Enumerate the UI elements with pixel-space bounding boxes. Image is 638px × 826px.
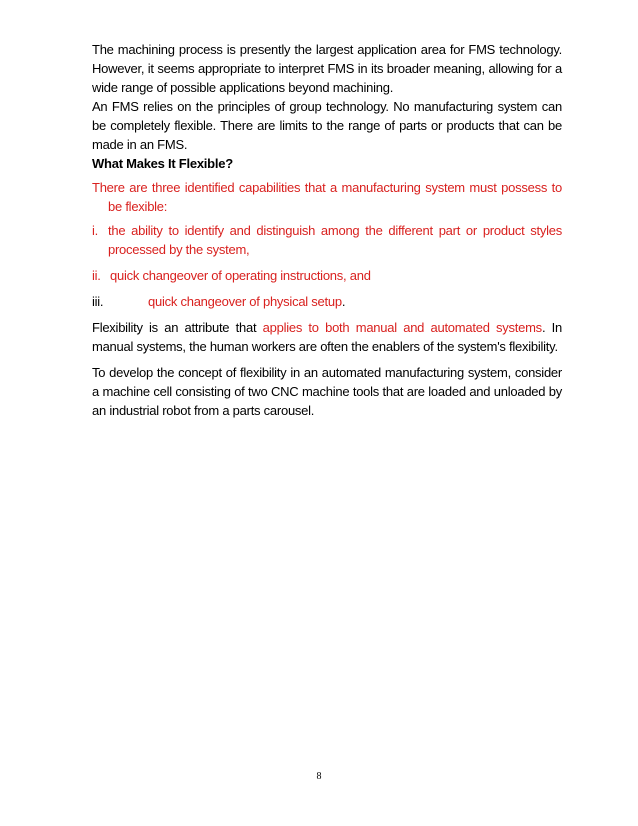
list-marker-3: iii. [92, 294, 104, 309]
capabilities-lead: There are three identified capabilities that a manufacturing system must possess to be flexible: [92, 180, 562, 214]
list-item-3-body [148, 292, 562, 311]
flexibility-text-after: . In manual systems, the human workers are often the enablers of the system's flexibility. [92, 320, 562, 354]
flexibility-paragraph [92, 318, 562, 356]
list-marker-1: i. [92, 223, 98, 238]
page-content [92, 40, 562, 420]
list-item-2-text: quick changeover of operating instructions, and [110, 268, 371, 283]
list-item-3-trail: . [341, 294, 346, 309]
flexibility-highlight: applies to both manual and automated systems [262, 320, 542, 335]
list-item-1 [92, 221, 562, 259]
list-item-3 [92, 292, 562, 311]
intro-paragraph-1: The machining process is presently the largest application area for FMS technology. However, it seems appropriate to interpret FMS in its broader meaning, allowing for a wide range of possible applications beyond machining. [92, 42, 562, 95]
intro-paragraph-2: An FMS relies on the principles of group technology. No manufacturing system can be completely flexible. There are limits to the range of parts or products that can be made in an FMS. [92, 99, 562, 152]
list-marker-2: ii. [92, 268, 101, 283]
closing-paragraph: To develop the concept of flexibility in an automated manufacturing system, consider a machine cell consisting of two CNC machine tools that are loaded and unloaded by an industrial robot from a parts carousel. [92, 365, 562, 418]
section-heading: What Makes It Flexible? [92, 156, 233, 171]
page-number: 8 [316, 771, 322, 782]
flexibility-text-before: Flexibility is an attribute that [92, 320, 263, 335]
list-item-2 [92, 266, 562, 285]
list-item-1-text: the ability to identify and distinguish among the different part or product styles processed by the system, [108, 223, 562, 257]
list-item-3-text: quick changeover of physical setup [148, 294, 342, 309]
